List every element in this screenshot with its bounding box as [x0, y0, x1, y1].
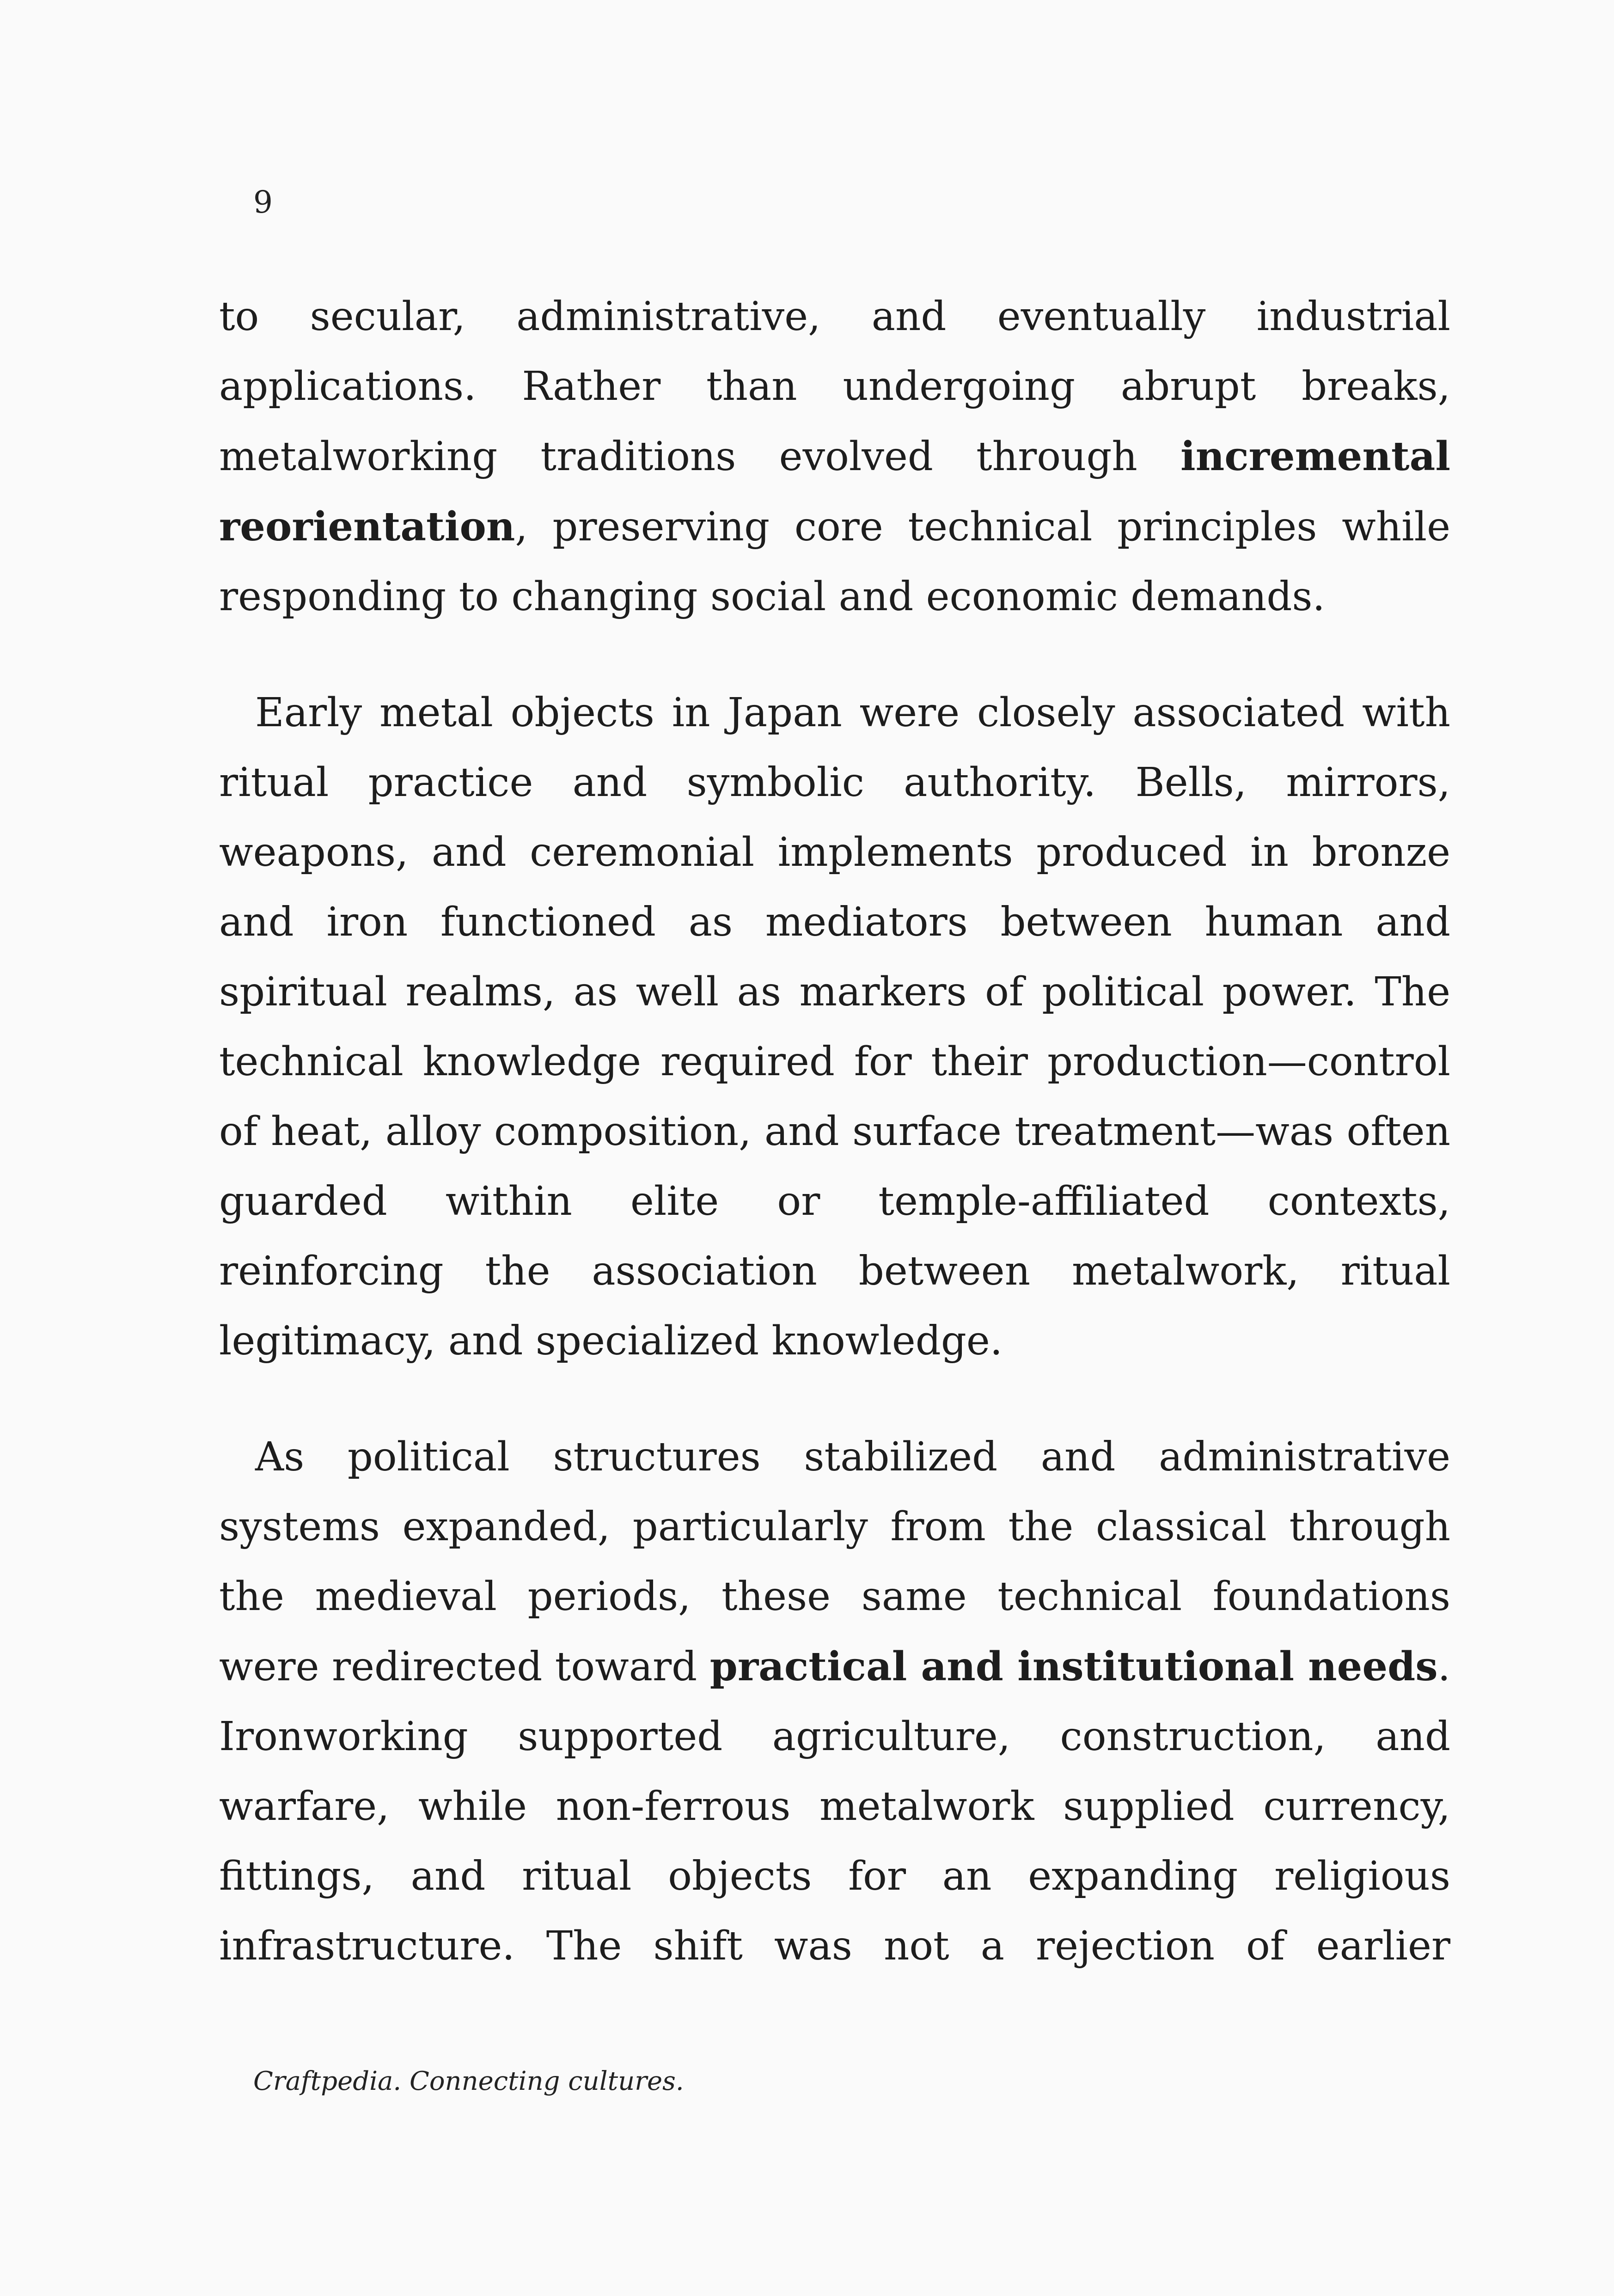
paragraph-early-metal [219, 678, 1450, 1376]
text-segment: . Ironworking supported agriculture, construction, and warfare, while non-ferrous metalwork supplied currency, fittings, and ritual objects for an expanding religious infrastructure. The shift was not a rejection of earlier [219, 1644, 1450, 1969]
body-text [219, 282, 1450, 1981]
page-footer: Craftpedia. Connecting cultures. [253, 2066, 684, 2096]
paragraph-continuation [219, 282, 1450, 632]
bold-term: incremental reorientation [219, 433, 1450, 550]
text-segment: , preserving core technical principles while responding to changing social and economic demands. [219, 504, 1450, 620]
text-segment: Early metal objects in Japan were closely associated with ritual practice and symbolic authority. Bells, mirrors, weapons, and ceremonial implements produced in bronze and iron functioned as mediators between human and spiritual realms, as well as markers of political power. The technical knowledge required for their production—control of heat, alloy composition, and surface treatment—was often guarded within elite or temple-affiliated contexts, reinforcing the association between metalwork, ritual legitimacy, and specialized knowledge. [219, 690, 1450, 1364]
bold-term: practical and institutional needs [709, 1643, 1438, 1690]
text-segment: to secular, administrative, and eventually industrial applications. Rather than undergoing abrupt breaks, metalworking traditions evolved through [219, 294, 1450, 480]
paragraph-political-structures [219, 1422, 1450, 1981]
page-number: 9 [253, 184, 273, 220]
text-segment: As political structures stabilized and administrative systems expanded, particularly from the classical through the medieval periods, these same technical foundations were redirected toward [219, 1434, 1450, 1690]
